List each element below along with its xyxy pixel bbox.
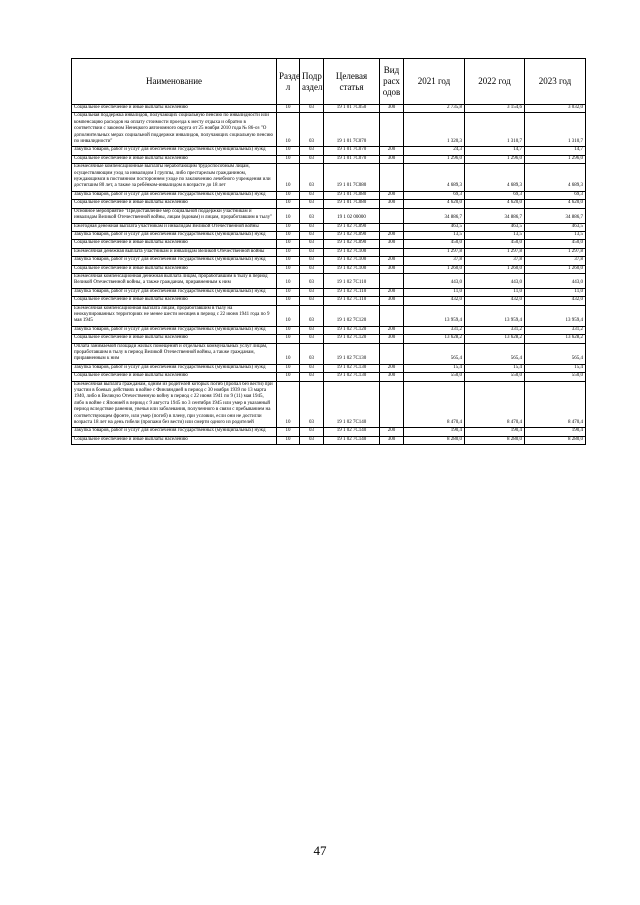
table-row: [72, 105, 586, 113]
cell-target-article: 19 1 01 7С080: [324, 200, 380, 208]
table-row: [72, 428, 586, 436]
cell-expense-type: [380, 223, 404, 231]
header-expense-type: Вид расх одов: [380, 59, 404, 105]
cell-section: 10: [277, 381, 300, 428]
cell-2021: 565,4: [404, 343, 465, 364]
cell-2022: 3 154,6: [465, 105, 525, 113]
cell-2023: 3 032,0: [525, 105, 586, 113]
cell-subsection: 03: [300, 305, 324, 326]
cell-name: Социальное обеспечение и иные выплаты населению: [72, 335, 277, 343]
cell-target-article: 19 1 02 7С140: [324, 381, 380, 428]
cell-2023: 565,4: [525, 343, 586, 364]
cell-name: Социальное обеспечение и иные выплаты населению: [72, 265, 277, 273]
cell-section: 10: [277, 273, 300, 288]
cell-2022: 69,3: [465, 191, 525, 199]
cell-2021: 463,5: [404, 223, 465, 231]
cell-target-article: 19 1 02 7С120: [324, 305, 380, 326]
cell-expense-type: [380, 113, 404, 147]
cell-2023: 37,8: [525, 257, 586, 265]
table-row: [72, 297, 586, 305]
cell-2023: 34 886,7: [525, 208, 586, 223]
table-row: [72, 364, 586, 372]
cell-expense-type: 300: [380, 105, 404, 113]
cell-2023: 4 620,0: [525, 200, 586, 208]
cell-2021: 13,5: [404, 231, 465, 239]
cell-section: 10: [277, 265, 300, 273]
cell-name: Закупка товаров, работ и услуг для обеспечения государственных (муниципальных) нужд: [72, 326, 277, 334]
cell-target-article: 19 1 01 7С050: [324, 105, 380, 113]
cell-expense-type: 300: [380, 155, 404, 163]
cell-2023: 69,3: [525, 191, 586, 199]
cell-expense-type: 200: [380, 428, 404, 436]
cell-2021: 13 959,4: [404, 305, 465, 326]
cell-target-article: 19 1 02 7С090: [324, 231, 380, 239]
cell-2023: 463,5: [525, 223, 586, 231]
table-row: [72, 436, 586, 444]
cell-subsection: 03: [300, 105, 324, 113]
cell-2022: 331,2: [465, 326, 525, 334]
cell-2022: 11,0: [465, 288, 525, 296]
cell-section: 10: [277, 297, 300, 305]
cell-expense-type: 200: [380, 364, 404, 372]
cell-2021: 4 689,3: [404, 164, 465, 192]
cell-section: 10: [277, 343, 300, 364]
cell-name: Социальное обеспечение и иные выплаты населению: [72, 436, 277, 444]
cell-2021: 69,3: [404, 191, 465, 199]
table-row: [72, 305, 586, 326]
cell-2023: 4 689,3: [525, 164, 586, 192]
cell-expense-type: 300: [380, 240, 404, 248]
cell-2021: 34 886,7: [404, 208, 465, 223]
cell-2023: 550,0: [525, 373, 586, 381]
cell-2022: 190,4: [465, 428, 525, 436]
cell-name: Ежемесячная денежная выплата участникам и инвалидам Великой Отечественной войны: [72, 248, 277, 256]
cell-subsection: 03: [300, 155, 324, 163]
cell-2021: 432,0: [404, 297, 465, 305]
cell-2022: 13,5: [465, 231, 525, 239]
cell-section: 10: [277, 364, 300, 372]
cell-subsection: 03: [300, 147, 324, 155]
table-row: [72, 191, 586, 199]
cell-subsection: 03: [300, 436, 324, 444]
cell-name: Социальное обеспечение и иные выплаты населению: [72, 240, 277, 248]
cell-expense-type: 300: [380, 436, 404, 444]
cell-target-article: 19 1 02 7С140: [324, 428, 380, 436]
cell-2021: 190,4: [404, 428, 465, 436]
cell-2021: 443,0: [404, 273, 465, 288]
cell-2022: 4 620,0: [465, 200, 525, 208]
cell-expense-type: [380, 381, 404, 428]
cell-section: 10: [277, 335, 300, 343]
cell-target-article: 19 1 02 00000: [324, 208, 380, 223]
cell-name: Закупка товаров, работ и услуг для обеспечения государственных (муниципальных) нужд: [72, 364, 277, 372]
cell-section: 10: [277, 208, 300, 223]
cell-target-article: 19 1 02 7С090: [324, 223, 380, 231]
cell-2023: 443,0: [525, 273, 586, 288]
cell-2023: 190,4: [525, 428, 586, 436]
cell-section: 10: [277, 326, 300, 334]
cell-name: Социальное обеспечение и иные выплаты населению: [72, 155, 277, 163]
table-row: [72, 335, 586, 343]
cell-2022: 463,5: [465, 223, 525, 231]
cell-2023: 1 260,0: [525, 265, 586, 273]
table-row: [72, 231, 586, 239]
cell-name: Социальное обеспечение и иные выплаты населению: [72, 105, 277, 113]
table-row: [72, 257, 586, 265]
cell-subsection: 03: [300, 191, 324, 199]
cell-name: Ежегодная денежная выплата участникам и инвалидам Великой Отечественной войны: [72, 223, 277, 231]
table-row: [72, 113, 586, 147]
cell-expense-type: [380, 248, 404, 256]
cell-2023: 450,0: [525, 240, 586, 248]
cell-target-article: 19 1 02 7С100: [324, 257, 380, 265]
cell-2023: 15,4: [525, 364, 586, 372]
cell-section: 10: [277, 191, 300, 199]
cell-2023: 432,0: [525, 297, 586, 305]
cell-2022: 13 628,2: [465, 335, 525, 343]
cell-name: Закупка товаров, работ и услуг для обеспечения государственных (муниципальных) нужд: [72, 428, 277, 436]
cell-expense-type: [380, 164, 404, 192]
cell-expense-type: 200: [380, 147, 404, 155]
cell-name: Ежемесячная выплата гражданам, одним из родителей которых погиб (пропал без вести) при участии в боевых действиях в войне с Финляндией в период с 30 ноября 1939 по 13 марта 1940, либо в Великую Отечественную войну в период с 22 июня 1941 по 9 (11) мая 1945, либо в войне с Японией в период с 9 августа 1945 по 3 сентября 1945 или умер в указанный период вследствие ранения, увечья или заболевания, полученного в связи с пребыванием на соответствующем фронте, или умер (погиб) в плену, при условии, если они не достигли возраста 18 лет на день гибели (пропажи без вести) или смерти одного из родителей: [72, 381, 277, 428]
cell-subsection: 03: [300, 231, 324, 239]
cell-name: Ежемесячная компенсационная денежная выплата лицам, проработавшим в тылу в период Великой Отечественной войны, а также гражданам, приравненным к ним: [72, 273, 277, 288]
cell-2021: 37,8: [404, 257, 465, 265]
table-row: [72, 223, 586, 231]
cell-2021: 4 620,0: [404, 200, 465, 208]
cell-section: 10: [277, 164, 300, 192]
cell-subsection: 03: [300, 288, 324, 296]
cell-expense-type: [380, 273, 404, 288]
cell-2022: 565,4: [465, 343, 525, 364]
table-row: [72, 265, 586, 273]
table-row: [72, 373, 586, 381]
cell-name: Социальное обеспечение и иные выплаты населению: [72, 200, 277, 208]
cell-name: Закупка товаров, работ и услуг для обеспечения государственных (муниципальных) нужд: [72, 231, 277, 239]
table-row: [72, 200, 586, 208]
cell-2022: 1 260,0: [465, 265, 525, 273]
cell-subsection: 03: [300, 200, 324, 208]
cell-2021: 1 260,0: [404, 265, 465, 273]
cell-2021: 15,4: [404, 364, 465, 372]
cell-2021: 24,3: [404, 147, 465, 155]
cell-subsection: 03: [300, 428, 324, 436]
cell-name: Социальная поддержка инвалидов, получающих социальную пенсию по инвалидности или компенсацию расходов на оплату стоимости проезда к месту отдыха и обратно в соответствии с законом Ненецкого автономного округа от 25 ноября 2010 года № 86-оз "О дополнительных мерах социальной поддержки инвалидов, получающих социальную пенсию по инвалидности": [72, 113, 277, 147]
cell-2021: 1 296,0: [404, 155, 465, 163]
cell-2022: 1 297,8: [465, 248, 525, 256]
cell-2022: 13 959,4: [465, 305, 525, 326]
cell-2023: 8 280,0: [525, 436, 586, 444]
cell-2023: 13 628,2: [525, 335, 586, 343]
header-2021: 2021 год: [404, 59, 465, 105]
cell-2022: 4 689,3: [465, 164, 525, 192]
cell-expense-type: [380, 208, 404, 223]
cell-subsection: 03: [300, 223, 324, 231]
cell-section: 10: [277, 428, 300, 436]
cell-target-article: 19 1 02 7С120: [324, 335, 380, 343]
cell-name: Социальное обеспечение и иные выплаты населению: [72, 373, 277, 381]
cell-2023: 13,5: [525, 231, 586, 239]
cell-section: 10: [277, 155, 300, 163]
cell-target-article: 19 1 02 7С140: [324, 436, 380, 444]
cell-2023: 13 959,4: [525, 305, 586, 326]
cell-expense-type: 200: [380, 231, 404, 239]
cell-2021: 2 735,8: [404, 105, 465, 113]
cell-2022: 1 296,0: [465, 155, 525, 163]
cell-2021: 13 628,2: [404, 335, 465, 343]
cell-subsection: 03: [300, 364, 324, 372]
cell-subsection: 03: [300, 373, 324, 381]
cell-section: 10: [277, 248, 300, 256]
cell-section: 10: [277, 257, 300, 265]
cell-target-article: 19 1 01 7С070: [324, 155, 380, 163]
cell-subsection: 03: [300, 381, 324, 428]
cell-target-article: 19 1 02 7С130: [324, 343, 380, 364]
header-2023: 2023 год: [525, 59, 586, 105]
cell-section: 10: [277, 200, 300, 208]
cell-subsection: 03: [300, 265, 324, 273]
cell-name: Закупка товаров, работ и услуг для обеспечения государственных (муниципальных) нужд: [72, 191, 277, 199]
cell-subsection: 03: [300, 208, 324, 223]
cell-2023: 11,0: [525, 288, 586, 296]
cell-2022: 8 280,0: [465, 436, 525, 444]
cell-target-article: 19 1 02 7С130: [324, 364, 380, 372]
cell-2022: 37,8: [465, 257, 525, 265]
cell-expense-type: 300: [380, 265, 404, 273]
cell-subsection: 03: [300, 240, 324, 248]
cell-name: Закупка товаров, работ и услуг для обеспечения государственных (муниципальных) нужд: [72, 257, 277, 265]
cell-subsection: 03: [300, 343, 324, 364]
cell-subsection: 03: [300, 273, 324, 288]
cell-2021: 11,0: [404, 288, 465, 296]
cell-name: Оплата занимаемой площади жилых помещений и отдельных коммунальных услуг лицам, проработавшим в тылу в период Великой Отечественной войны, а также гражданам, приравненным к ним: [72, 343, 277, 364]
cell-name: Социальное обеспечение и иные выплаты населению: [72, 297, 277, 305]
budget-table: [71, 58, 586, 445]
cell-2021: 550,0: [404, 373, 465, 381]
cell-target-article: 19 1 02 7С130: [324, 373, 380, 381]
cell-section: 10: [277, 305, 300, 326]
cell-expense-type: 300: [380, 200, 404, 208]
cell-subsection: 03: [300, 257, 324, 265]
cell-expense-type: 200: [380, 191, 404, 199]
cell-2021: 331,2: [404, 326, 465, 334]
cell-section: 10: [277, 436, 300, 444]
cell-2023: 1 297,8: [525, 248, 586, 256]
cell-target-article: 19 1 02 7С090: [324, 240, 380, 248]
table-row: [72, 273, 586, 288]
cell-2023: 14,7: [525, 147, 586, 155]
header-subsection: Подр аздел: [300, 59, 324, 105]
table-row: [72, 240, 586, 248]
cell-target-article: 19 1 02 7С110: [324, 273, 380, 288]
cell-2022: 8 470,4: [465, 381, 525, 428]
cell-2023: 331,2: [525, 326, 586, 334]
cell-subsection: 03: [300, 335, 324, 343]
cell-expense-type: [380, 305, 404, 326]
cell-2021: 8 280,0: [404, 436, 465, 444]
table-row: [72, 381, 586, 428]
cell-subsection: 03: [300, 297, 324, 305]
cell-expense-type: 200: [380, 257, 404, 265]
table-header-row: [72, 59, 586, 105]
cell-2022: 14,7: [465, 147, 525, 155]
cell-target-article: 19 1 01 7С070: [324, 147, 380, 155]
cell-section: 10: [277, 288, 300, 296]
header-section: Разде л: [277, 59, 300, 105]
cell-2021: 1 297,8: [404, 248, 465, 256]
cell-target-article: 19 1 02 7С110: [324, 288, 380, 296]
cell-name: Ежемесячные компенсационные выплаты неработающим трудоспособным лицам, осуществляющим уход за инвалидом I группы, либо престарелым гражданином, нуждающимся в постоянном постороннем уходе по заключению лечебного учреждения или достигшим 80 лет, а также за ребёнком-инвалидом в возрасте до 18 лет: [72, 164, 277, 192]
table-row: [72, 248, 586, 256]
cell-2022: 1 310,7: [465, 113, 525, 147]
cell-target-article: 19 1 01 7С080: [324, 191, 380, 199]
cell-2022: 450,0: [465, 240, 525, 248]
cell-subsection: 03: [300, 326, 324, 334]
cell-2021: 8 470,4: [404, 381, 465, 428]
cell-section: 10: [277, 240, 300, 248]
cell-2021: 1 320,3: [404, 113, 465, 147]
cell-section: 10: [277, 223, 300, 231]
table-row: [72, 208, 586, 223]
cell-2022: 15,4: [465, 364, 525, 372]
cell-target-article: 19 1 01 7С070: [324, 113, 380, 147]
cell-name: Ежемесячная компенсационная выплата лицам, проработавшим в тылу на неоккупированных территориях не менее шести месяцев в период с 22 июня 1941 года по 9 мая 1945: [72, 305, 277, 326]
cell-name: Закупка товаров, работ и услуг для обеспечения государственных (муниципальных) нужд: [72, 147, 277, 155]
cell-2023: 1 310,7: [525, 113, 586, 147]
cell-expense-type: 200: [380, 326, 404, 334]
cell-name: Основное мероприятие "Предоставление мер социальной поддержки участникам и инвалидам Великой Отечественной войны, лицам (вдовам) и лицам, проработавшим в тылу": [72, 208, 277, 223]
cell-section: 10: [277, 147, 300, 155]
cell-section: 10: [277, 231, 300, 239]
cell-section: 10: [277, 113, 300, 147]
cell-2022: 443,0: [465, 273, 525, 288]
cell-section: 10: [277, 105, 300, 113]
table-row: [72, 164, 586, 192]
cell-name: Закупка товаров, работ и услуг для обеспечения государственных (муниципальных) нужд: [72, 288, 277, 296]
cell-subsection: 03: [300, 113, 324, 147]
cell-expense-type: 300: [380, 335, 404, 343]
cell-2022: 34 886,7: [465, 208, 525, 223]
cell-expense-type: 300: [380, 297, 404, 305]
cell-section: 10: [277, 373, 300, 381]
cell-target-article: 19 1 02 7С100: [324, 248, 380, 256]
cell-expense-type: 300: [380, 373, 404, 381]
table-row: [72, 326, 586, 334]
header-target-article: Целевая статья: [324, 59, 380, 105]
cell-target-article: 19 1 02 7С110: [324, 297, 380, 305]
cell-target-article: 19 1 02 7С120: [324, 326, 380, 334]
cell-2022: 432,0: [465, 297, 525, 305]
page-number: 47: [313, 843, 327, 858]
table-body: [72, 105, 586, 445]
cell-expense-type: 200: [380, 288, 404, 296]
table-row: [72, 288, 586, 296]
header-2022: 2022 год: [465, 59, 525, 105]
cell-target-article: 19 1 01 7С080: [324, 164, 380, 192]
table-row: [72, 155, 586, 163]
table-row: [72, 147, 586, 155]
cell-2023: 8 470,4: [525, 381, 586, 428]
cell-expense-type: [380, 343, 404, 364]
header-name: Наименование: [72, 59, 277, 105]
table-row: [72, 343, 586, 364]
cell-2023: 1 296,0: [525, 155, 586, 163]
cell-subsection: 03: [300, 248, 324, 256]
cell-subsection: 03: [300, 164, 324, 192]
cell-2021: 450,0: [404, 240, 465, 248]
cell-2022: 550,0: [465, 373, 525, 381]
cell-target-article: 19 1 02 7С100: [324, 265, 380, 273]
